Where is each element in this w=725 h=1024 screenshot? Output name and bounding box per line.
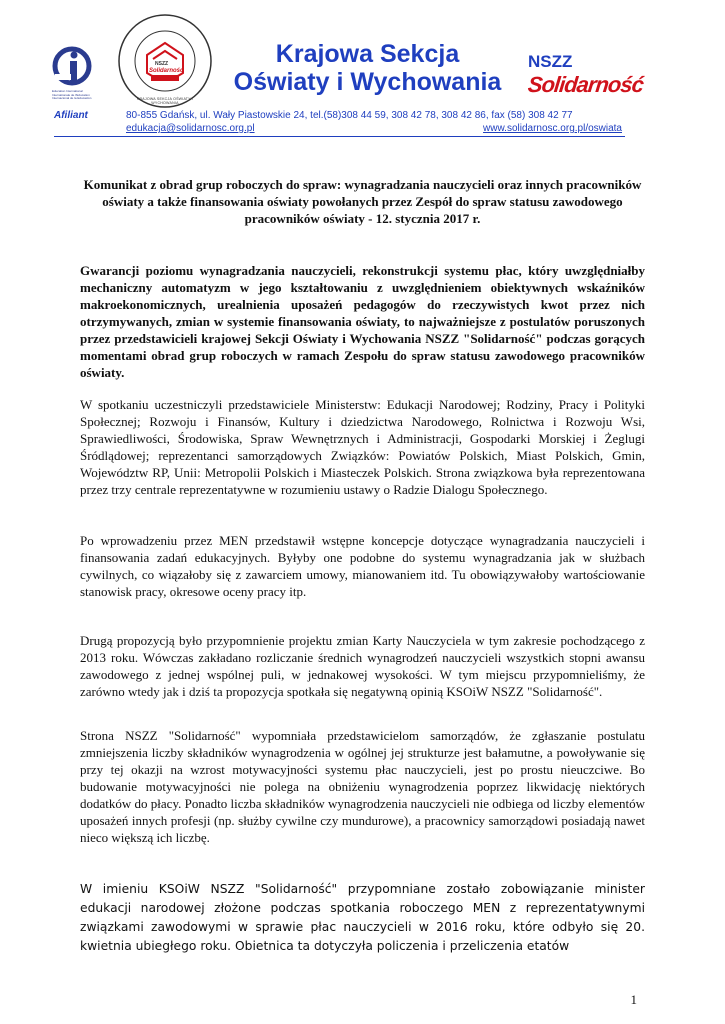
website-link[interactable]: www.solidarnosc.org.pl/oswiata — [483, 123, 622, 134]
solidarnosc-logo — [528, 72, 654, 106]
ksoiw-seal-logo — [117, 13, 213, 109]
nszz-label: NSZZ — [528, 52, 573, 71]
seal-brand-label: Solidarność — [149, 68, 184, 74]
contact-address: 80-855 Gdańsk, ul. Wały Piastowskie 24, tel.(58)308 44 59, 308 42 78, 308 42 86, fax (58) 308 42 77 — [126, 110, 573, 121]
lead-paragraph: Gwarancji poziomu wynagradzania nauczycieli, rekonstrukcji systemu płac, który uwzględniałby mechaniczny automatyzm w jego kształtowaniu z uwzględnieniem obiektywnych wskaźników makroekonomicznych, urealnienia uposażeń pedagogów do rzeczywistych kwot przez nich otrzymywanych, zmian w systemie finansowania oświaty, to najważniejsze z postulatów poruszonych przez przedstawicieli krajowej Sekcji Oświaty i Wychowania NSZZ "Solidarność" podczas gorących momentami obrad grup roboczych w ramach Zespołu do spraw statusu zawodowego pracowników oświaty. — [80, 263, 645, 380]
header-divider — [54, 136, 625, 137]
seal-ring-text: KRAJOWA SEKCJA OŚWIATY I WYCHOWANIA — [136, 97, 194, 105]
seal-nszz-label: NSZZ — [155, 61, 169, 67]
body-paragraph-1: W spotkaniu uczestniczyli przedstawiciele Ministerstw: Edukacji Narodowej; Rodziny, Pracy i Polityki Społecznej; Rozwoju i Finansów, Kultury i dziedzictwa Narodowego, Rolnictwa i Rozwoju Wsi, Sprawiedliwości, Środowiska, Spraw Wewnętrznych i Administracji, Gospodarki Morskiej i Żeglugi Śródlądowej; reprezentanci samorządowych Związków: Powiatów Polskich, Miast Polskich, Gmin, Województw RP, Unii: Metropolii Polskich i Miasteczek Polskich. Strona związkowa była reprezentowana przez trzy centrale reprezentatywne w rozumieniu ustawy o Radzie Dialogu Społecznego. — [80, 397, 645, 497]
organization-title — [225, 40, 510, 96]
affiliate-label: Afiliant — [54, 110, 88, 121]
title-line-1: Krajowa Sekcja — [275, 40, 460, 68]
education-international-logo — [52, 46, 92, 108]
body-paragraph-3: Drugą propozycją było przypomnienie projektu zmian Karty Nauczyciela w tym zakresie pochodzącego z 2013 roku. Wówczas zakładano rozliczanie średnich wynagrodzeń nauczycieli wszystkich stopni awansu zawodowego z jednej wspólnej puli, w jednakowej wysokości. W tym miejscu przypomnieliśmy, że zarówno wtedy jak i dziś ta propozycja spotkała się negatywną opinią KSOiW NSZZ "Solidarność". — [80, 633, 645, 699]
title-line-2: Oświaty i Wychowania — [233, 68, 502, 96]
ei-logo-text: Education International Internationale de l'Education Internacional de la Educación — [52, 89, 92, 101]
page-number: 1 — [630, 992, 637, 1007]
body-paragraph-5: W imieniu KSOiW NSZZ "Solidarność" przypomniane zostało zobowiązanie minister edukacji narodowej złożone podczas spotkania roboczego MEN z reprezentatywnymi związkami zawodowymi w sprawie płac nauczycieli w 2016 roku, które odbyło się 20. kwietnia ubiegłego roku. Obietnica ta dotyczyła policzenia i przeliczenia etatów — [80, 882, 645, 953]
email-link[interactable]: edukacja@solidarnosc.org.pl — [126, 123, 255, 134]
ei-emblem-icon — [52, 46, 92, 90]
body-paragraph-4: Strona NSZZ "Solidarność" wypomniała przedstawicielom samorządów, że zgłaszanie postulatu zmniejszenia liczby składników wynagrodzenia w ogólnej jej strukturze jest bałamutne, a powoływanie się przy tej okazji na wzrost motywacyjności systemu płac nauczycieli, jest po prostu nieuczciwe. Bo budowanie motywacyjności nie polega na obniżeniu wynagrodzenia poprzez likwidację niektórych dodatków do płacy. Ponadto liczba składników wynagrodzenia nauczycieli nie odbiega od liczby elementów uposażeń innych profesji (np. służby cywilne czy mundurowe), a pracownicy samorządowi posiadają nawet nieco większą ich liczbę. — [80, 728, 645, 845]
document-title: Komunikat z obrad grup roboczych do spraw: wynagradzania nauczycieli oraz innych pracowników oświaty a także finansowania oświaty powołanych przez Zespół do spraw statusu zawodowego pracowników oświaty - 12. stycznia 2017 r. — [83, 177, 642, 226]
body-paragraph-2: Po wprowadzeniu przez MEN przedstawił wstępne koncepcje dotyczące wynagradzania nauczycieli i finansowania zadań edukacyjnych. Byłyby one podobne do systemu wynagradzania jak w służbach cywilnych, co wiązałoby się z zawarciem umowy, mianowaniem itd. Tu obowiązywałoby wartościowanie stanowisk pracy, okresowe oceny pracy itp. — [80, 533, 645, 599]
solidarnosc-wordmark: Solidarność — [526, 72, 645, 97]
